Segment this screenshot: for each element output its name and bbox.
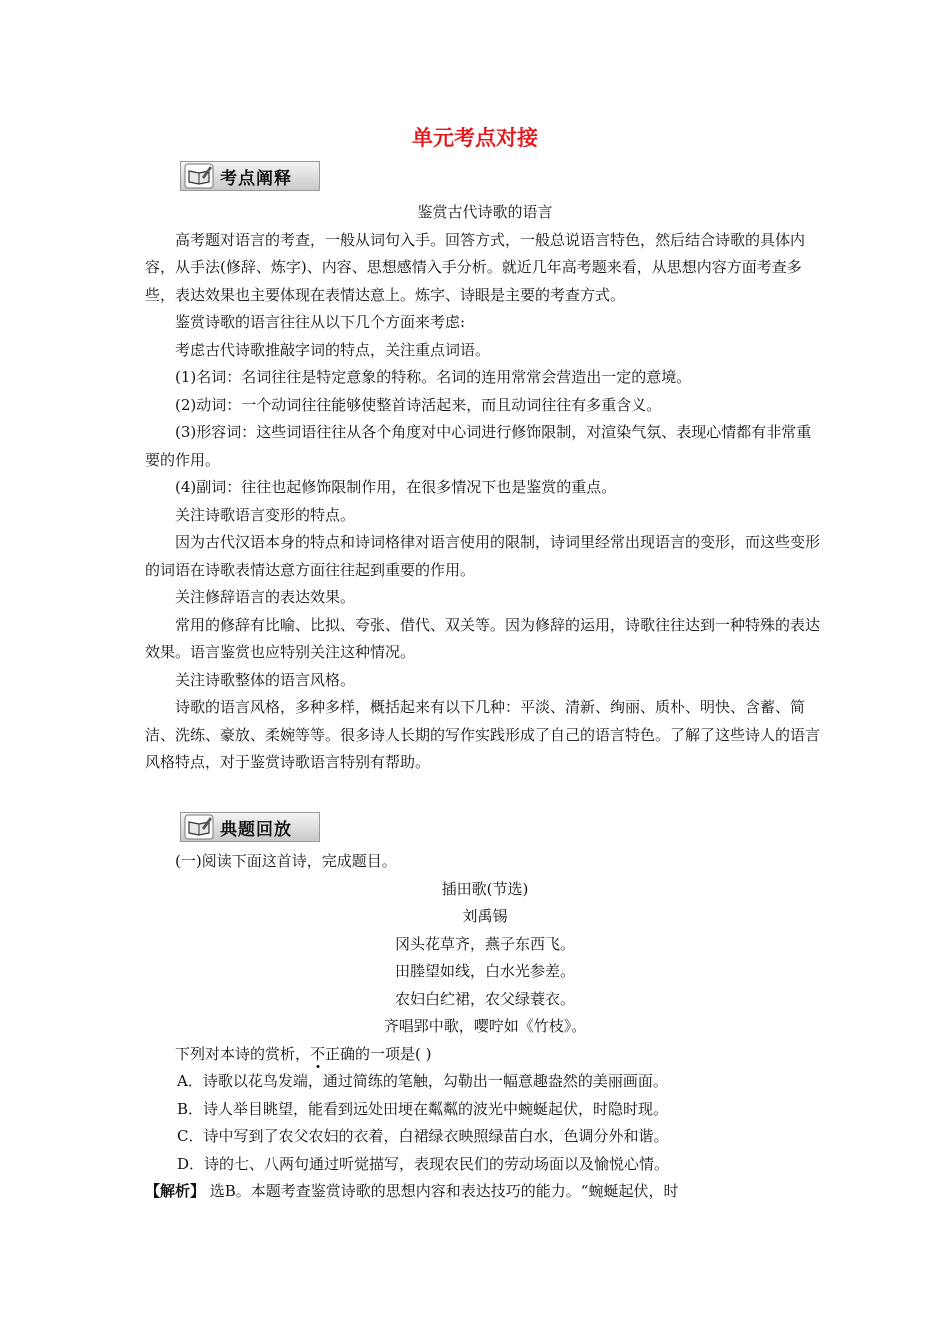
analysis <box>145 1178 825 1206</box>
poem-title: 插田歌(节选) <box>441 879 529 898</box>
section1-body <box>145 199 825 777</box>
section-badge-explanation <box>180 161 320 191</box>
choice-c: C．诗中写到了农父农妇的衣着，白裙绿衣映照绿苗白水，色调分外和谐。 <box>177 1127 669 1145</box>
paragraph: 关注诗歌语言变形的特点。 <box>175 505 356 524</box>
paragraph: (1)名词：名词往往是特定意象的特称。名词的连用常常会营造出一定的意境。 <box>175 368 692 386</box>
paragraph: 常用的修辞有比喻、比拟、夸张、借代、双关等。因为修辞的运用，诗歌往往达到一种特殊的表达效果。语言鉴赏也应特别关注这种情况。 <box>145 615 821 661</box>
paragraph: 高考题对语言的考查，一般从词句入手。回答方式，一般总说语言特色，然后结合诗歌的具体内容，从手法(修辞、炼字)、内容、思想感情入手分析。就近几年高考题来看，从思想内容方面考查多些，表达效果也主要体现在表情达意上。炼字、诗眼是主要的考查方式。 <box>145 230 806 304</box>
poem-line: 齐唱郢中歌，嘤咛如《竹枝》。 <box>383 1017 587 1035</box>
paragraph: 鉴赏诗歌的语言往往从以下几个方面来考虑: <box>175 313 466 331</box>
poem-line: 农妇白纻裙，农父绿蓑衣。 <box>394 989 575 1008</box>
section2-body <box>145 848 825 1206</box>
section-badge-example <box>180 812 320 842</box>
analysis-label: 【解析】 <box>145 1182 206 1200</box>
section-badge-label: 典题回放 <box>220 819 292 840</box>
poem-line: 田塍望如线，白水光参差。 <box>394 962 575 980</box>
section1-heading: 鉴赏古代诗歌的语言 <box>417 203 553 221</box>
question-intro: (一)阅读下面这首诗，完成题目。 <box>175 852 397 870</box>
paragraph: 关注修辞语言的表达效果。 <box>175 588 356 606</box>
question-stem <box>145 1041 825 1069</box>
question-emphasis: 不 <box>310 1044 326 1063</box>
book-pen-icon <box>184 814 214 840</box>
paragraph: 考虑古代诗歌推敲字词的特点，关注重点词语。 <box>175 340 491 359</box>
section-badge-label: 考点阐释 <box>220 168 292 189</box>
question-prefix: 下列对本诗的赏析， <box>175 1044 311 1063</box>
paragraph: (3)形容词：这些词语往往从各个角度对中心词进行修饰限制，对渲染气氛、表现心情都有非常重要的作用。 <box>145 423 812 469</box>
paragraph: 关注诗歌整体的语言风格。 <box>175 670 356 689</box>
paragraph: (4)副词：往往也起修饰限制作用，在很多情况下也是鉴赏的重点。 <box>175 478 617 496</box>
analysis-text: 选B。本题考查鉴赏诗歌的思想内容和表达技巧的能力。“蜿蜒起伏，时 <box>205 1182 679 1200</box>
choice-a: A．诗歌以花鸟发端，通过简练的笔触，勾勒出一幅意趣盎然的美丽画面。 <box>177 1072 668 1090</box>
paragraph: 诗歌的语言风格，多种多样，概括起来有以下几种：平淡、清新、绚丽、质朴、明快、含蓄、简洁、洗练、豪放、柔婉等等。很多诗人长期的写作实践形成了自己的语言特色。了解了这些诗人的语言风格特点，对于鉴赏诗歌语言特别有帮助。 <box>145 698 821 771</box>
page-title: 单元考点对接 <box>412 126 538 150</box>
question-suffix: 正确的一项是( ) <box>325 1044 432 1063</box>
paragraph: (2)动词：一个动词往往能够使整首诗活起来，而且动词往往有多重含义。 <box>175 395 662 414</box>
poem-line: 冈头花草齐，燕子东西飞。 <box>394 934 575 953</box>
paragraph: 因为古代汉语本身的特点和诗词格律对语言使用的限制，诗词里经常出现语言的变形，而这些变形的词语在诗歌表情达意方面往往起到重要的作用。 <box>145 533 821 579</box>
book-pen-icon <box>184 163 214 189</box>
choice-d: D．诗的七、八两句通过听觉描写，表现农民们的劳动场面以及愉悦心情。 <box>177 1154 670 1173</box>
choice-b: B．诗人举目眺望，能看到远处田埂在粼粼的波光中蜿蜒起伏，时隐时现。 <box>177 1099 669 1118</box>
poem-author: 刘禹锡 <box>462 907 508 925</box>
